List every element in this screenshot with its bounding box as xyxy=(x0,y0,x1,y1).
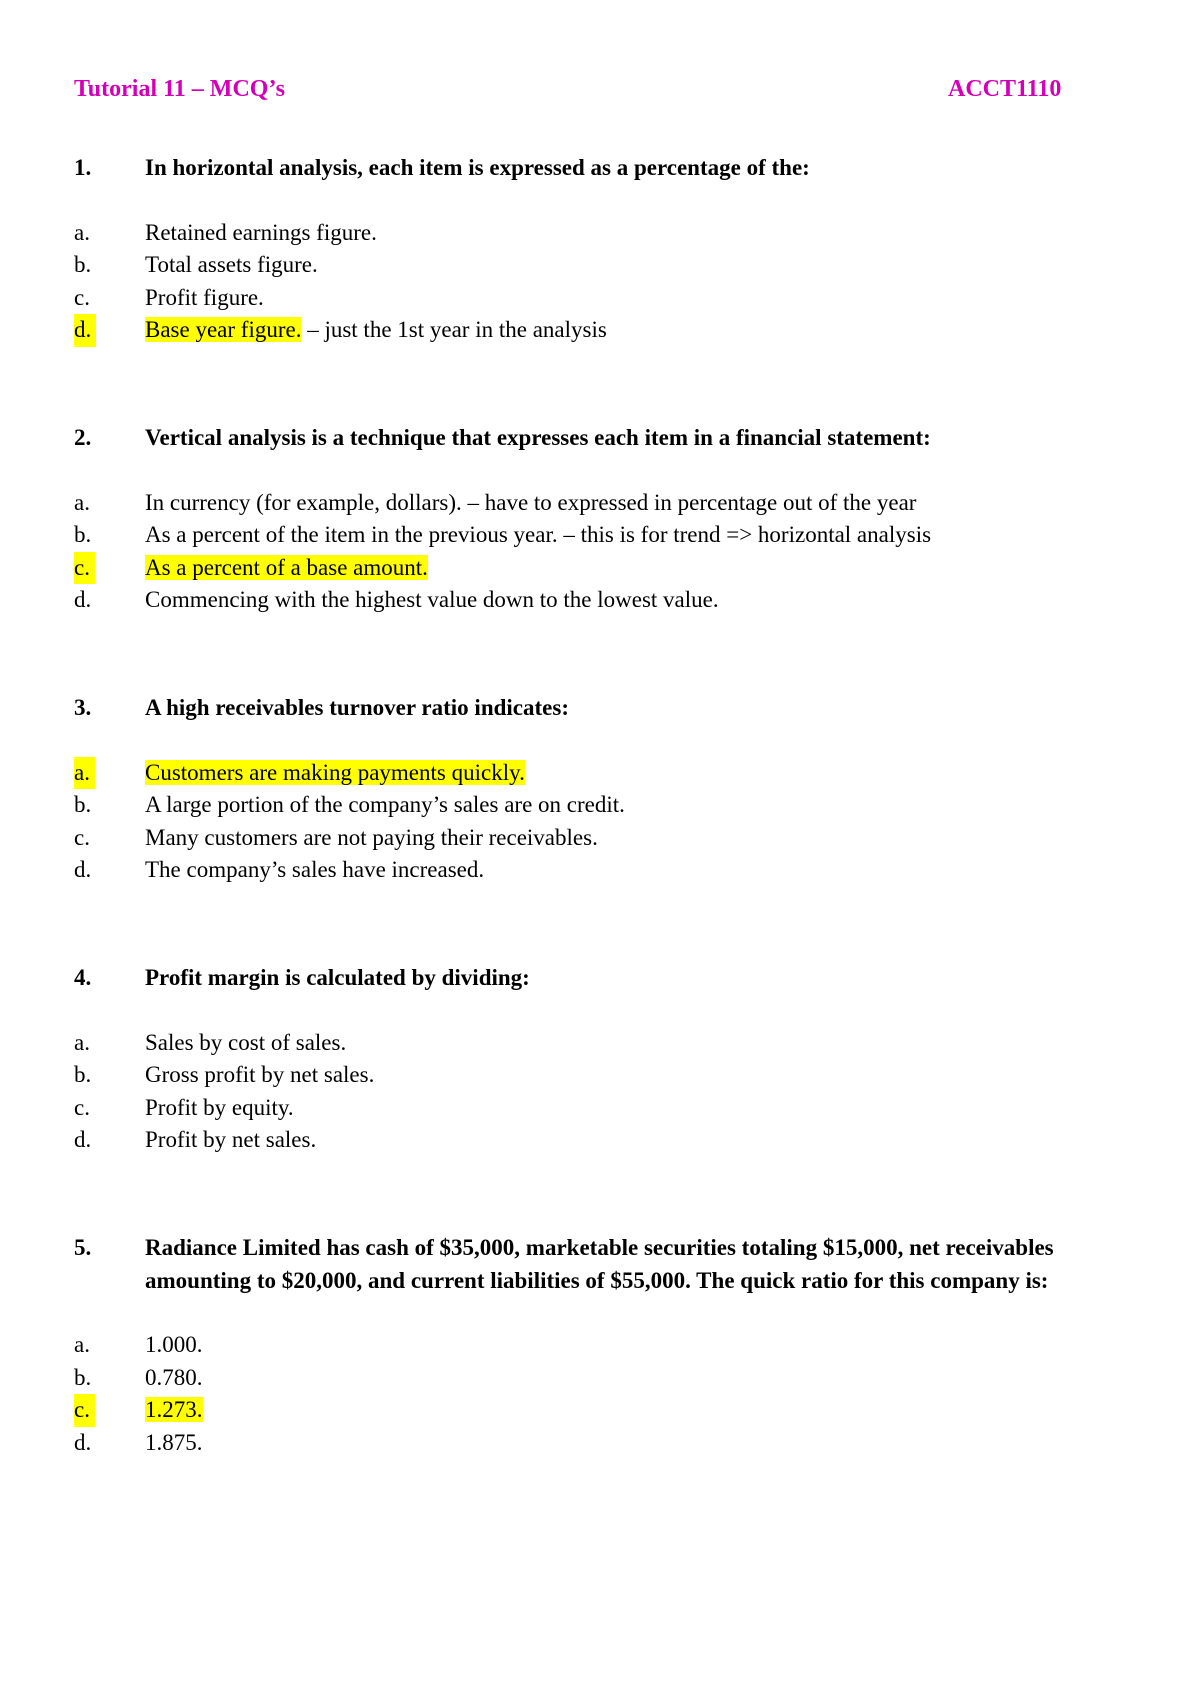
option-text: Customers are making payments quickly. xyxy=(145,759,525,785)
option-1c xyxy=(0,282,1200,315)
option-text: 0.780. xyxy=(145,1364,203,1390)
option-text: Profit figure. xyxy=(145,284,264,310)
option-4a xyxy=(0,1027,1200,1060)
option-list xyxy=(0,757,1200,887)
option-3d xyxy=(0,854,1200,887)
option-note: – just the 1st year in the analysis xyxy=(301,317,607,342)
option-4d xyxy=(0,1124,1200,1157)
question-text: Vertical analysis is a technique that expresses each item in a financial statement: xyxy=(145,425,931,450)
question-1 xyxy=(0,152,1200,347)
question-number: 4. xyxy=(74,965,92,990)
option-text: Retained earnings figure. xyxy=(145,219,377,245)
option-5c xyxy=(0,1394,1200,1427)
question-stem xyxy=(0,962,1200,995)
question-stem xyxy=(0,1232,1200,1297)
option-list xyxy=(0,1329,1200,1459)
option-3c xyxy=(0,822,1200,855)
option-2c xyxy=(0,552,1200,585)
option-list xyxy=(0,487,1200,617)
option-2a xyxy=(0,487,1200,520)
option-1d xyxy=(0,314,1200,347)
question-number: 3. xyxy=(74,695,92,720)
option-label: b. xyxy=(74,1062,92,1087)
option-text: Base year figure. xyxy=(145,317,302,342)
option-label: a. xyxy=(74,1332,90,1357)
option-label: c. xyxy=(74,1394,95,1427)
option-text: Gross profit by net sales. xyxy=(145,1062,375,1087)
question-number: 5. xyxy=(74,1235,92,1260)
option-label: b. xyxy=(74,1364,92,1390)
option-4b xyxy=(0,1059,1200,1092)
option-text: The company’s sales have increased. xyxy=(145,857,485,882)
option-text: As a percent of a base amount. xyxy=(145,554,428,580)
option-label: a. xyxy=(74,489,90,515)
option-list xyxy=(0,1027,1200,1157)
question-number: 2. xyxy=(74,425,92,450)
question-2 xyxy=(0,422,1200,617)
option-3b xyxy=(0,789,1200,822)
option-label: a. xyxy=(74,757,95,790)
option-label: c. xyxy=(74,552,95,585)
question-4 xyxy=(0,962,1200,1157)
option-text: Many customers are not paying their receivables. xyxy=(145,824,598,850)
option-text: Profit by equity. xyxy=(145,1094,294,1120)
option-text: 1.875. xyxy=(145,1429,203,1455)
question-5 xyxy=(0,1232,1200,1459)
question-3 xyxy=(0,692,1200,887)
option-1b xyxy=(0,249,1200,282)
option-label: b. xyxy=(74,252,92,277)
question-stem xyxy=(0,152,1200,185)
option-label: a. xyxy=(74,219,90,245)
option-text: Total assets figure. xyxy=(145,252,318,277)
question-text: Profit margin is calculated by dividing: xyxy=(145,965,530,990)
course-code: ACCT1110 xyxy=(948,76,1062,102)
option-label: d. xyxy=(74,857,92,882)
option-text: Commencing with the highest value down to the lowest value. xyxy=(145,587,719,612)
option-text: In currency (for example, dollars). xyxy=(145,489,462,515)
option-label: b. xyxy=(74,792,92,817)
option-label: c. xyxy=(74,284,90,310)
option-list xyxy=(0,217,1200,347)
option-text: A large portion of the company’s sales are on credit. xyxy=(145,792,625,817)
option-note: – this is for trend => horizontal analysis xyxy=(557,522,932,547)
option-1a xyxy=(0,217,1200,250)
question-stem xyxy=(0,422,1200,455)
option-label: b. xyxy=(74,522,92,547)
option-5b xyxy=(0,1362,1200,1395)
question-text: Radiance Limited has cash of $35,000, marketable securities totaling $15,000, net receivables amounting to $20,000, and current liabilities of $55,000. The quick ratio for this company is: xyxy=(145,1235,1054,1293)
question-stem xyxy=(0,692,1200,725)
option-2d xyxy=(0,584,1200,617)
option-text: Sales by cost of sales. xyxy=(145,1029,347,1055)
option-label: d. xyxy=(74,1127,92,1152)
option-label: d. xyxy=(74,1429,92,1455)
option-5d xyxy=(0,1427,1200,1460)
option-text: As a percent of the item in the previous year. xyxy=(145,522,558,547)
option-text: Profit by net sales. xyxy=(145,1127,317,1152)
option-text: 1.273. xyxy=(145,1397,203,1422)
option-label: a. xyxy=(74,1029,90,1055)
question-text: In horizontal analysis, each item is expressed as a percentage of the: xyxy=(145,155,810,180)
option-5a xyxy=(0,1329,1200,1362)
question-text: A high receivables turnover ratio indicates: xyxy=(145,695,569,720)
tutorial-title: Tutorial 11 – MCQ’s xyxy=(74,76,285,102)
option-label: d. xyxy=(74,587,92,612)
option-label: c. xyxy=(74,1094,90,1120)
option-2b xyxy=(0,519,1200,552)
option-label: d. xyxy=(74,314,96,347)
option-note: – have to expressed in percentage out of the year xyxy=(461,489,917,515)
option-3a xyxy=(0,757,1200,790)
question-number: 1. xyxy=(74,155,92,180)
option-label: c. xyxy=(74,824,90,850)
option-4c xyxy=(0,1092,1200,1125)
option-text: 1.000. xyxy=(145,1332,203,1357)
